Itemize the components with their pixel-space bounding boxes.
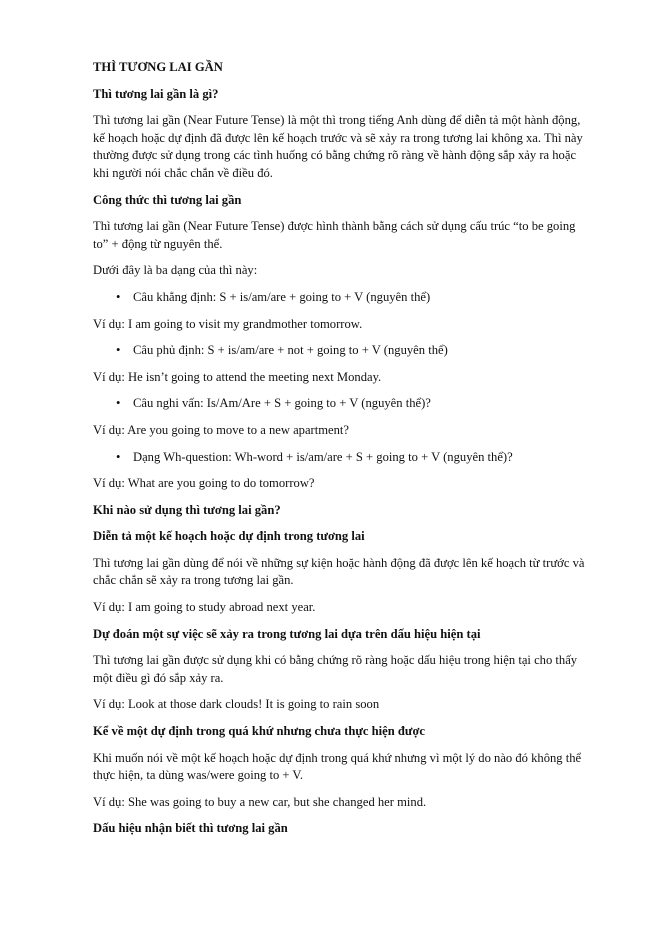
- usage-heading-plan: Diễn tả một kế hoạch hoặc dự định trong tương lai: [93, 529, 365, 544]
- form-rule: Câu khẳng định: S + is/am/are + going to + V (nguyên thể): [133, 289, 431, 304]
- usage-example: Ví dụ: Look at those dark clouds! It is going to rain soon: [93, 697, 380, 712]
- form-example: Ví dụ: He isn’t going to attend the meeting next Monday.: [93, 369, 382, 384]
- document-title: THÌ TƯƠNG LAI GẦN: [93, 60, 223, 74]
- form-list-affirmative: [93, 289, 585, 307]
- form-rule: Dạng Wh-question: Wh-word + is/am/are + S + going to + V (nguyên thể)?: [133, 449, 513, 464]
- section-heading-formula: Công thức thì tương lai gần: [93, 192, 242, 207]
- form-example: Ví dụ: Are you going to move to a new apartment?: [93, 422, 350, 437]
- form-example: Ví dụ: What are you going to do tomorrow?: [93, 476, 315, 491]
- usage-heading-prediction: Dự đoán một sự việc sẽ xảy ra trong tương lai dựa trên dấu hiệu hiện tại: [93, 626, 481, 641]
- form-list-interrogative: [93, 395, 585, 413]
- usage-paragraph: Thì tương lai gần dùng để nói về những sự kiện hoặc hành động đã được lên kế hoạch từ trước và chắc chắn sẽ xảy ra trong tương lai gần.: [93, 555, 585, 588]
- list-item: [116, 289, 585, 307]
- list-item: [116, 395, 585, 413]
- usage-example: Ví dụ: I am going to study abroad next year.: [93, 600, 316, 615]
- section-heading-usage: Khi nào sử dụng thì tương lai gần?: [93, 502, 281, 517]
- list-item: [116, 342, 585, 360]
- document-page: [93, 59, 585, 847]
- definition-paragraph: Thì tương lai gần (Near Future Tense) là một thì trong tiếng Anh dùng để diễn tả một hành động, kế hoạch hoặc dự định đã được lên kế hoạch trước và sẽ xảy ra trong tương lai không xa. Thì này thường được sử dụng trong các tình huống có bằng chứng rõ ràng về hành động sắp xảy ra hoặc khi người nói chắc chắn về điều đó.: [93, 113, 583, 180]
- form-rule: Câu nghi vấn: Is/Am/Are + S + going to + V (nguyên thể)?: [133, 396, 431, 411]
- bullet-icon: •: [116, 289, 121, 304]
- list-item: [116, 449, 585, 467]
- usage-paragraph: Thì tương lai gần được sử dụng khi có bằng chứng rõ ràng hoặc dấu hiệu trong hiện tại cho thấy một điều gì đó sắp xảy ra.: [93, 653, 578, 685]
- section-heading-definition: Thì tương lai gần là gì?: [93, 86, 219, 101]
- bullet-icon: •: [116, 343, 121, 358]
- usage-heading-past-intention: Kể về một dự định trong quá khứ nhưng chưa thực hiện được: [93, 724, 426, 739]
- bullet-icon: •: [116, 449, 121, 464]
- form-rule: Câu phủ định: S + is/am/are + not + going to + V (nguyên thể): [133, 343, 448, 358]
- section-heading-signals: Dấu hiệu nhận biết thì tương lai gần: [93, 821, 288, 836]
- form-list-negative: [93, 342, 585, 360]
- formula-paragraph: Thì tương lai gần (Near Future Tense) được hình thành bằng cách sử dụng cấu trúc “to be going to” + động từ nguyên thể.: [93, 219, 576, 251]
- formula-intro: Dưới đây là ba dạng của thì này:: [93, 263, 258, 278]
- form-list-wh-question: [93, 449, 585, 467]
- form-example: Ví dụ: I am going to visit my grandmother tomorrow.: [93, 316, 363, 331]
- usage-example: Ví dụ: She was going to buy a new car, but she changed her mind.: [93, 794, 427, 809]
- usage-paragraph: Khi muốn nói về một kế hoạch hoặc dự định trong quá khứ nhưng vì một lý do nào đó không thể thực hiện, ta dùng was/were going to + V.: [93, 750, 582, 783]
- bullet-icon: •: [116, 396, 121, 411]
